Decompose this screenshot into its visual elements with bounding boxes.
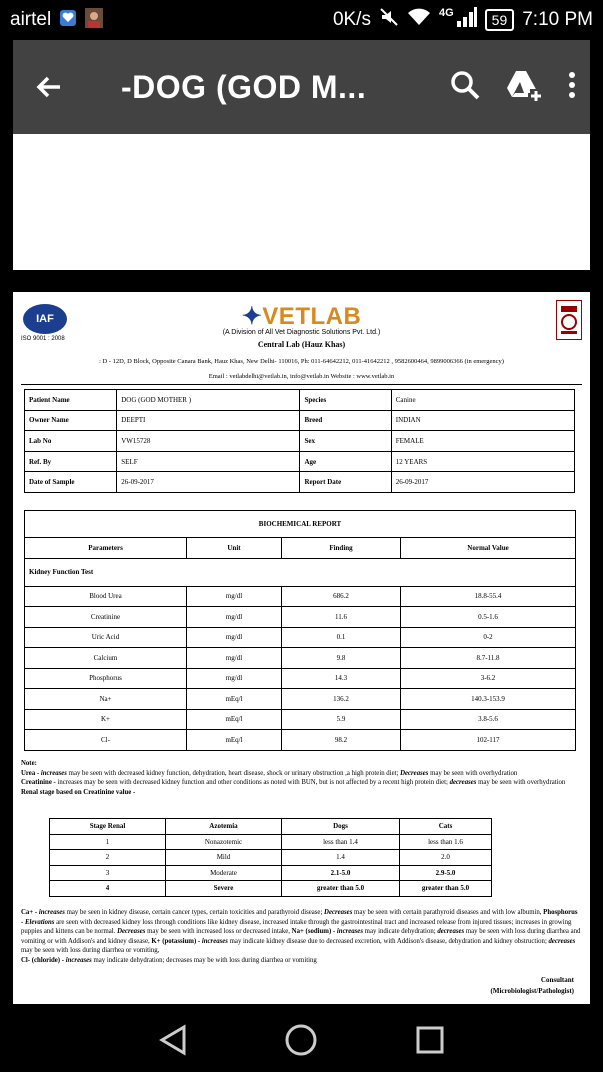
network-speed: 0K/s	[332, 9, 371, 30]
table-row	[25, 586, 576, 607]
mute-icon	[379, 7, 399, 33]
lab-address: : D - 12D, D Block, Opposite Canara Bank, Hauz Khas, New Delhi- 110016, Ph: 011-64642212, 011-41642212 , 9582600464, 9899006366 (in emergency)	[99, 358, 504, 365]
cell-dogs: greater than 5.0	[282, 881, 400, 897]
field-value: SELF	[117, 451, 300, 472]
lab-name: Central Lab (Hauz Khas)	[257, 340, 346, 349]
profile-picture-icon	[85, 8, 103, 33]
cell-normal: 0-2	[401, 627, 576, 648]
cell-azotemia: Mild	[166, 850, 282, 866]
patient-info-row	[25, 472, 575, 493]
add-to-drive-icon[interactable]	[506, 69, 542, 106]
table-row	[25, 689, 576, 710]
cell-param: Blood Urea	[25, 586, 187, 607]
nav-back-icon[interactable]	[158, 1024, 188, 1061]
header-divider	[21, 384, 582, 385]
field-label: Date of Sample	[25, 472, 117, 493]
note-urea: Urea - increases may be seen with decreased kidney function, dehydration, heart disease, shock or urinary obstruction ,a high protein diet; Decreases may be seen with overhydration	[21, 769, 518, 777]
column-header: Azotemia	[166, 819, 282, 835]
iso-label: ISO 9001 : 2008	[21, 336, 65, 342]
patient-info-table	[24, 389, 575, 493]
cell-unit: mg/dl	[187, 586, 282, 607]
cell-stage: 4	[50, 881, 166, 897]
cell-unit: mg/dl	[187, 668, 282, 689]
signature-title: Consultant	[540, 976, 574, 984]
cell-unit: mg/dl	[187, 627, 282, 648]
field-label: Lab No	[25, 431, 117, 452]
signal-icon	[455, 7, 477, 33]
cell-normal: 102-117	[401, 730, 576, 751]
cell-dogs: less than 1.4	[282, 834, 400, 850]
table-row	[50, 881, 492, 897]
signature-role: (Microbiologist/Pathologist)	[490, 987, 574, 995]
cell-stage: 3	[50, 865, 166, 881]
brand-name: VETLAB	[262, 303, 362, 330]
cell-finding: 98.2	[282, 730, 401, 751]
pdf-page-report[interactable]	[13, 292, 590, 1004]
cell-finding: 11.6	[282, 607, 401, 628]
field-value: 12 YEARS	[391, 451, 574, 472]
cell-finding: 686.2	[282, 586, 401, 607]
iaf-logo: IAF	[23, 304, 67, 334]
cell-finding: 136.2	[282, 689, 401, 710]
electrolyte-notes: Ca+ - increases may be seen in kidney disease, certain cancer types, certain toxicities and parathyroid disease; Decreases may be seen with certain parathyroid diseases and with low albumin, Phosphorus - Elevations are seen with decreased kidney loss through conditions like kidney disease, increased intake through the gastrointestinal tract and increased release from injured tissues; increases in growing puppies and kittens can be normal. Decreases may be seen with increased loss or decreased intake, Na+ (sodium) - increases may indicate dehydration; decreases may be seen with loss during diarrhea and vomiting or with Addison's and kidney disease, K+ (potassium) - increases may indicate kidney disease due to decreased excretion, with Addison's disease, dehydration and kidney obstruction; decreases may be seen with loss during diarrhea or vomiting, Cl- (chloride) - increases may indicate dehydration; decreases may be with loss during diarrhea or vomiting	[21, 909, 581, 964]
cell-stage: 1	[50, 834, 166, 850]
table-row	[25, 709, 576, 730]
cell-finding: 9.8	[282, 648, 401, 669]
cell-cats: less than 1.6	[400, 834, 492, 850]
notes-label: Note:	[21, 760, 37, 767]
field-value: 26-09-2017	[391, 472, 574, 493]
cell-param: Calcium	[25, 648, 187, 669]
cell-cats: 2.0	[400, 850, 492, 866]
cell-param: Na+	[25, 689, 187, 710]
cell-normal: 0.5-1.6	[401, 607, 576, 628]
report-title: BIOCHEMICAL REPORT	[25, 511, 576, 538]
cell-normal: 3-6.2	[401, 668, 576, 689]
table-row	[50, 834, 492, 850]
nav-home-icon[interactable]	[284, 1023, 318, 1062]
column-header: Normal Value	[401, 538, 576, 559]
cell-normal: 140.3-153.9	[401, 689, 576, 710]
battery-indicator: 59	[485, 9, 515, 31]
field-label: Ref. By	[25, 451, 117, 472]
field-label: Patient Name	[25, 390, 117, 411]
paw-icon: ✦	[241, 303, 263, 330]
field-value: FEMALE	[391, 431, 574, 452]
cell-param: Uric Acid	[25, 627, 187, 648]
cell-param: Cl-	[25, 730, 187, 751]
patient-info-row	[25, 431, 575, 452]
table-row	[25, 668, 576, 689]
nav-recents-icon[interactable]	[415, 1025, 445, 1060]
column-header: Unit	[187, 538, 282, 559]
field-label: Breed	[300, 410, 391, 431]
patient-info-row	[25, 390, 575, 411]
brand-tagline: (A Division of All Vet Diagnostic Solutions Pvt. Ltd.)	[222, 329, 381, 336]
field-value: DOG (GOD MOTHER )	[117, 390, 300, 411]
cell-dogs: 2.1-5.0	[282, 865, 400, 881]
more-options-icon[interactable]	[568, 70, 576, 105]
table-row	[25, 730, 576, 751]
patient-info-row	[25, 410, 575, 431]
back-arrow-icon[interactable]	[13, 72, 83, 102]
cell-normal: 18.8-55.4	[401, 586, 576, 607]
health-app-icon	[59, 9, 77, 32]
table-row	[25, 607, 576, 628]
cell-cats: 2.9-5.0	[400, 865, 492, 881]
cell-unit: mg/dl	[187, 607, 282, 628]
search-icon[interactable]	[450, 70, 480, 105]
renal-stage-table	[49, 818, 492, 897]
table-row	[25, 648, 576, 669]
field-label: Owner Name	[25, 410, 117, 431]
cell-unit: mEq/l	[187, 709, 282, 730]
status-bar	[0, 0, 603, 40]
signature-block	[491, 975, 574, 997]
lab-header	[13, 292, 590, 384]
document-title: -DOG (GOD M...	[121, 68, 367, 105]
field-value: Canine	[391, 390, 574, 411]
cell-finding: 0.1	[282, 627, 401, 648]
column-header: Parameters	[25, 538, 187, 559]
cell-unit: mEq/l	[187, 689, 282, 710]
biochemical-report-table	[24, 510, 576, 751]
cell-unit: mEq/l	[187, 730, 282, 751]
column-header: Stage Renal	[50, 819, 166, 835]
system-nav-bar	[0, 1012, 603, 1072]
cell-normal: 8.7-11.8	[401, 648, 576, 669]
field-label: Age	[300, 451, 391, 472]
field-label: Sex	[300, 431, 391, 452]
field-value: 26-09-2017	[117, 472, 300, 493]
table-row	[50, 850, 492, 866]
cell-finding: 5.9	[282, 709, 401, 730]
cell-stage: 2	[50, 850, 166, 866]
patient-info-row	[25, 451, 575, 472]
lab-contact: Email : vetlabdelhi@vetlab.in, info@vetlab.in Website : www.vetlab.in	[208, 373, 395, 380]
column-header: Dogs	[282, 819, 400, 835]
note-creatinine: Creatinine - increases may be seen with decreased kidney function and other conditions as noted with BUN, but is not affected by a recent high protein diet; decreases may be seen with overhydration	[21, 779, 566, 786]
cell-param: Creatinine	[25, 607, 187, 628]
cell-param: K+	[25, 709, 187, 730]
cell-azotemia: Nonazotemic	[166, 834, 282, 850]
cell-dogs: 1.4	[282, 850, 400, 866]
field-label: Report Date	[300, 472, 391, 493]
wifi-icon	[407, 7, 431, 33]
certification-seal-icon	[556, 300, 582, 340]
field-value: DEEPTI	[117, 410, 300, 431]
field-value: INDIAN	[391, 410, 574, 431]
cell-finding: 14.3	[282, 668, 401, 689]
carrier-name: airtel	[10, 9, 52, 30]
table-row	[25, 627, 576, 648]
table-row	[50, 865, 492, 881]
column-header: Finding	[282, 538, 401, 559]
column-header: Cats	[400, 819, 492, 835]
field-value: VW15728	[117, 431, 300, 452]
section-title: Kidney Function Test	[25, 558, 576, 586]
network-type: 4G	[438, 7, 454, 19]
cell-unit: mg/dl	[187, 648, 282, 669]
cell-cats: greater than 5.0	[400, 881, 492, 897]
app-bar	[13, 40, 590, 134]
field-label: Species	[300, 390, 391, 411]
renal-stage-title: Renal stage based on Creatinine value -	[21, 788, 136, 796]
vetlab-logo	[13, 302, 590, 349]
clock: 7:10 PM	[522, 9, 593, 30]
cell-normal: 3.8-5.6	[401, 709, 576, 730]
pdf-page-blank	[13, 134, 590, 270]
cell-azotemia: Moderate	[166, 865, 282, 881]
cell-param: Phosphorus	[25, 668, 187, 689]
notes-block	[21, 759, 581, 797]
cell-azotemia: Severe	[166, 881, 282, 897]
